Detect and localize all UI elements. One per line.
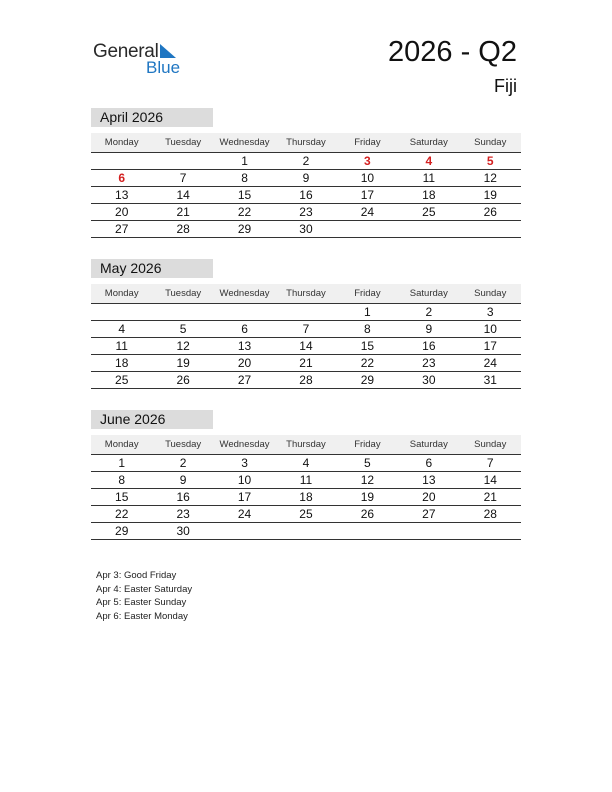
weekday-label: Monday xyxy=(104,137,139,148)
day-cell: 24 xyxy=(483,356,497,370)
day-cell xyxy=(398,221,459,237)
day-cell: 11 xyxy=(422,171,436,185)
day-cell: 13 xyxy=(237,339,252,353)
day-cell: 6 xyxy=(241,322,248,336)
day-cell xyxy=(91,304,152,320)
week-row xyxy=(91,221,521,238)
day-cell: 11 xyxy=(115,339,128,353)
day-cell: 15 xyxy=(115,490,129,504)
day-cell: 17 xyxy=(483,339,497,353)
day-cell: 5 xyxy=(486,154,494,168)
day-cell xyxy=(460,221,521,237)
brand-blue: Blue xyxy=(146,58,181,77)
day-cell: 4 xyxy=(118,322,126,336)
day-cell: 7 xyxy=(486,456,494,470)
day-cell: 6 xyxy=(118,171,126,185)
day-cell: 25 xyxy=(422,205,436,219)
week-row xyxy=(91,187,521,204)
brand-logo xyxy=(93,41,193,81)
month-block xyxy=(91,259,521,389)
weekday-label: Sunday xyxy=(474,137,507,148)
day-cell: 2 xyxy=(302,154,310,168)
day-cell: 3 xyxy=(486,305,494,319)
week-row xyxy=(91,372,521,389)
day-cell xyxy=(152,304,213,320)
day-cell: 10 xyxy=(483,322,497,336)
day-cell: 14 xyxy=(483,473,497,487)
day-cell: 19 xyxy=(176,356,190,370)
day-cell: 6 xyxy=(425,456,433,470)
day-cell xyxy=(214,523,275,539)
day-cell xyxy=(91,153,152,169)
weekday-label: Friday xyxy=(354,439,381,450)
day-cell: 20 xyxy=(237,356,252,370)
weekday-header-row xyxy=(91,284,521,304)
month-block xyxy=(91,410,521,540)
day-cell: 14 xyxy=(176,188,190,202)
weekday-label: Thursday xyxy=(286,288,326,299)
day-cell: 29 xyxy=(115,524,129,538)
weekday-label: Tuesday xyxy=(165,137,202,148)
weekday-label: Tuesday xyxy=(165,439,202,450)
day-cell xyxy=(214,304,275,320)
holiday-note: Apr 4: Easter Saturday xyxy=(96,583,193,595)
day-cell: 18 xyxy=(299,490,313,504)
week-row xyxy=(91,321,521,338)
day-cell: 3 xyxy=(241,456,248,470)
day-cell: 17 xyxy=(237,490,252,504)
day-cell: 10 xyxy=(237,473,252,487)
week-row xyxy=(91,338,521,355)
day-cell: 22 xyxy=(360,356,375,370)
day-cell: 28 xyxy=(299,373,313,387)
day-cell: 24 xyxy=(237,507,252,521)
day-cell: 1 xyxy=(118,456,126,470)
weekday-header-row xyxy=(91,133,521,153)
day-cell: 18 xyxy=(115,356,129,370)
brand-general: General xyxy=(93,41,159,62)
day-cell xyxy=(152,153,213,169)
day-cell: 26 xyxy=(360,507,375,521)
logo-triangle-icon xyxy=(160,44,176,58)
day-cell: 4 xyxy=(302,456,310,470)
day-cell: 9 xyxy=(179,473,187,487)
day-cell: 16 xyxy=(422,339,436,353)
day-cell: 25 xyxy=(115,373,129,387)
day-cell: 22 xyxy=(115,507,129,521)
weekday-label: Saturday xyxy=(409,439,448,450)
day-cell: 25 xyxy=(299,507,313,521)
day-cell: 2 xyxy=(179,456,187,470)
day-cell: 24 xyxy=(360,205,375,219)
day-cell: 14 xyxy=(299,339,313,353)
day-cell: 18 xyxy=(422,188,436,202)
day-cell: 20 xyxy=(115,205,129,219)
weekday-label: Wednesday xyxy=(219,288,270,299)
week-row xyxy=(91,355,521,372)
day-cell: 15 xyxy=(360,339,375,353)
holiday-note: Apr 6: Easter Monday xyxy=(96,610,188,622)
weekday-label: Monday xyxy=(104,439,139,450)
day-cell: 13 xyxy=(422,473,436,487)
weekday-label: Thursday xyxy=(286,137,326,148)
week-row xyxy=(91,455,521,472)
weekday-label: Sunday xyxy=(474,288,507,299)
week-row xyxy=(91,153,521,170)
day-cell: 9 xyxy=(302,171,310,185)
day-cell: 4 xyxy=(425,154,433,168)
day-cell: 12 xyxy=(176,339,190,353)
week-row xyxy=(91,304,521,321)
day-cell: 27 xyxy=(115,222,129,236)
holiday-notes xyxy=(96,569,192,623)
day-cell: 26 xyxy=(483,205,497,219)
week-row xyxy=(91,170,521,187)
weekday-label: Sunday xyxy=(474,439,507,450)
weekday-label: Thursday xyxy=(286,439,326,450)
day-cell: 10 xyxy=(360,171,375,185)
day-cell: 28 xyxy=(176,222,190,236)
day-cell: 26 xyxy=(176,373,190,387)
day-cell: 29 xyxy=(237,222,252,236)
day-cell xyxy=(337,523,398,539)
day-cell: 20 xyxy=(422,490,436,504)
day-cell: 29 xyxy=(360,373,375,387)
day-cell: 9 xyxy=(425,322,433,336)
holiday-note: Apr 3: Good Friday xyxy=(96,570,177,581)
month-title: May 2026 xyxy=(91,259,213,278)
day-cell: 28 xyxy=(483,507,497,521)
day-cell: 16 xyxy=(299,188,313,202)
day-cell: 19 xyxy=(360,490,375,504)
week-row xyxy=(91,204,521,221)
day-cell: 12 xyxy=(483,171,497,185)
week-row xyxy=(91,523,521,540)
day-cell: 8 xyxy=(241,171,248,185)
month-title: June 2026 xyxy=(91,410,213,429)
weekday-label: Wednesday xyxy=(219,439,270,450)
month-title: April 2026 xyxy=(91,108,213,127)
holiday-note: Apr 5: Easter Sunday xyxy=(96,597,187,608)
day-cell: 12 xyxy=(360,473,375,487)
day-cell xyxy=(337,221,398,237)
day-cell: 13 xyxy=(115,188,129,202)
day-cell: 27 xyxy=(422,507,436,521)
page-title: 2026 - Q2 xyxy=(388,36,517,68)
day-cell xyxy=(398,523,459,539)
day-cell xyxy=(275,304,336,320)
day-cell: 31 xyxy=(483,373,497,387)
weekday-label: Friday xyxy=(354,137,381,148)
day-cell: 5 xyxy=(179,322,187,336)
week-row xyxy=(91,472,521,489)
day-cell: 22 xyxy=(237,205,252,219)
day-cell: 21 xyxy=(299,356,313,370)
day-cell: 7 xyxy=(302,322,310,336)
day-cell: 1 xyxy=(364,305,371,319)
day-cell: 8 xyxy=(364,322,371,336)
day-cell xyxy=(275,523,336,539)
week-row xyxy=(91,506,521,523)
day-cell: 3 xyxy=(364,154,371,168)
weekday-header-row xyxy=(91,435,521,455)
day-cell: 30 xyxy=(176,524,190,538)
day-cell: 2 xyxy=(425,305,433,319)
day-cell: 23 xyxy=(422,356,436,370)
weekday-label: Monday xyxy=(104,288,139,299)
day-cell: 5 xyxy=(364,456,371,470)
day-cell: 7 xyxy=(179,171,187,185)
weekday-label: Wednesday xyxy=(219,137,270,148)
day-cell: 8 xyxy=(118,473,126,487)
day-cell: 21 xyxy=(176,205,190,219)
day-cell: 19 xyxy=(483,188,497,202)
month-block xyxy=(91,108,521,238)
day-cell: 23 xyxy=(299,205,313,219)
day-cell: 11 xyxy=(299,473,313,487)
day-cell xyxy=(460,523,521,539)
day-cell: 21 xyxy=(483,490,497,504)
day-cell: 15 xyxy=(237,188,252,202)
day-cell: 16 xyxy=(176,490,190,504)
week-row xyxy=(91,489,521,506)
day-cell: 27 xyxy=(237,373,252,387)
weekday-label: Saturday xyxy=(409,288,448,299)
day-cell: 17 xyxy=(360,188,375,202)
weekday-label: Tuesday xyxy=(165,288,202,299)
day-cell: 1 xyxy=(241,154,248,168)
country-label: Fiji xyxy=(494,76,517,96)
weekday-label: Friday xyxy=(354,288,381,299)
day-cell: 30 xyxy=(299,222,313,236)
weekday-label: Saturday xyxy=(409,137,448,148)
day-cell: 30 xyxy=(422,373,436,387)
day-cell: 23 xyxy=(176,507,190,521)
